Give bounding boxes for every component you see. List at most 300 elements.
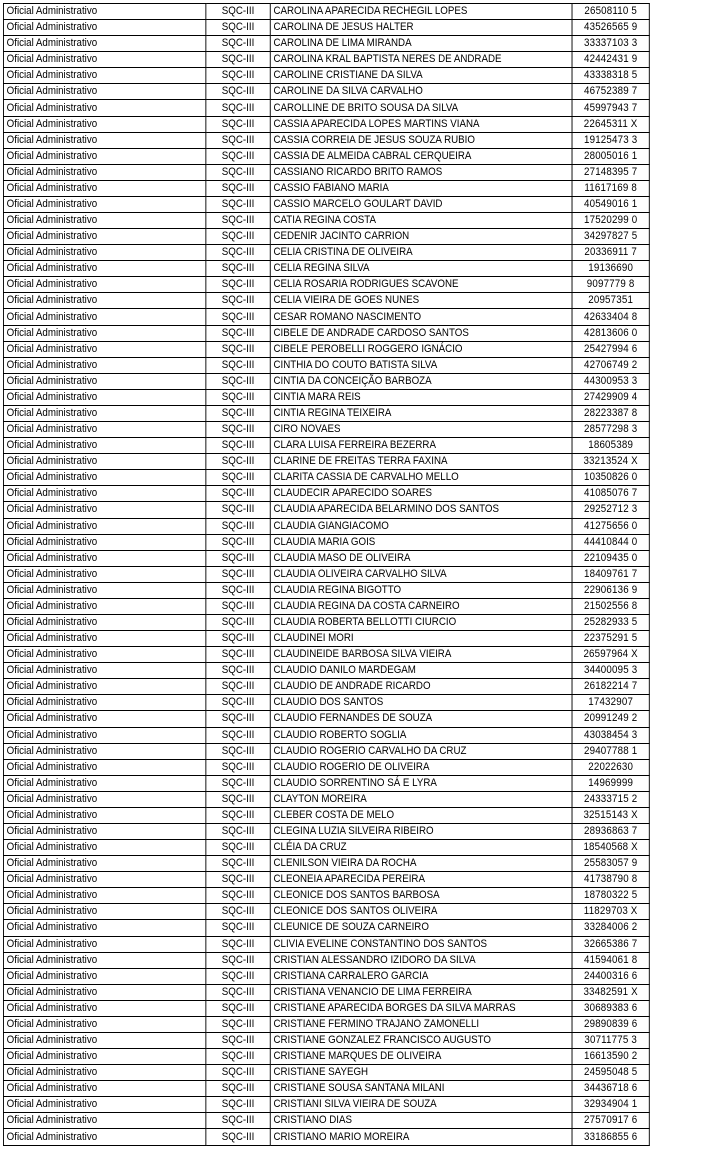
table-row <box>3 647 649 663</box>
id-number-cell: 22109435 0 <box>572 550 649 566</box>
name-cell: CLARITA CASSIA DE CARVALHO MELLO <box>270 470 572 486</box>
id-number-cell: 32515143 X <box>572 807 649 823</box>
level-cell: SQC-III <box>206 888 270 904</box>
table-row <box>3 84 649 100</box>
name-cell: CINTHIA DO COUTO BATISTA SILVA <box>270 357 572 373</box>
name-cell: CLEONICE DOS SANTOS BARBOSA <box>270 888 572 904</box>
level-cell: SQC-III <box>206 4 270 20</box>
name-cell: CLAYTON MOREIRA <box>270 791 572 807</box>
id-number-cell: 26182214 7 <box>572 679 649 695</box>
name-cell: CATIA REGINA COSTA <box>270 213 572 229</box>
level-cell: SQC-III <box>206 631 270 647</box>
id-number-cell: 10350826 0 <box>572 470 649 486</box>
role-cell: Oficial Administrativo <box>3 598 205 614</box>
table-row <box>3 454 649 470</box>
id-number-cell: 9097779 8 <box>572 277 649 293</box>
name-cell: CRISTIAN ALESSANDRO IZIDORO DA SILVA <box>270 952 572 968</box>
table-row <box>3 4 649 20</box>
level-cell: SQC-III <box>206 598 270 614</box>
name-cell: CLAUDIO DOS SANTOS <box>270 695 572 711</box>
role-cell: Oficial Administrativo <box>3 1049 205 1065</box>
name-cell: CLAUDIO DANILO MARDEGAM <box>270 663 572 679</box>
table-row <box>3 52 649 68</box>
level-cell: SQC-III <box>206 325 270 341</box>
name-cell: CRISTIANA CARRALERO GARCIA <box>270 968 572 984</box>
id-number-cell: 29407788 1 <box>572 743 649 759</box>
role-cell: Oficial Administrativo <box>3 245 205 261</box>
role-cell: Oficial Administrativo <box>3 502 205 518</box>
role-cell: Oficial Administrativo <box>3 695 205 711</box>
id-number-cell: 45997943 7 <box>572 100 649 116</box>
name-cell: CLIVIA EVELINE CONSTANTINO DOS SANTOS <box>270 936 572 952</box>
id-number-cell: 20991249 2 <box>572 711 649 727</box>
table-row <box>3 856 649 872</box>
level-cell: SQC-III <box>206 984 270 1000</box>
table-row <box>3 936 649 952</box>
id-number-cell: 24595048 5 <box>572 1065 649 1081</box>
id-number-cell: 41275656 0 <box>572 518 649 534</box>
name-cell: CEDENIR JACINTO CARRION <box>270 229 572 245</box>
level-cell: SQC-III <box>206 727 270 743</box>
name-cell: CASSIA APARECIDA LOPES MARTINS VIANA <box>270 116 572 132</box>
id-number-cell: 42706749 2 <box>572 357 649 373</box>
name-cell: CLEONICE DOS SANTOS OLIVEIRA <box>270 904 572 920</box>
table-row <box>3 277 649 293</box>
name-cell: CRISTIANE SAYEGH <box>270 1065 572 1081</box>
level-cell: SQC-III <box>206 872 270 888</box>
level-cell: SQC-III <box>206 550 270 566</box>
level-cell: SQC-III <box>206 373 270 389</box>
table-row <box>3 566 649 582</box>
role-cell: Oficial Administrativo <box>3 550 205 566</box>
role-cell: Oficial Administrativo <box>3 486 205 502</box>
id-number-cell: 22906136 9 <box>572 582 649 598</box>
name-cell: CLAUDIA MARIA GOIS <box>270 534 572 550</box>
table-row <box>3 486 649 502</box>
role-cell: Oficial Administrativo <box>3 759 205 775</box>
id-number-cell: 43338318 5 <box>572 68 649 84</box>
id-number-cell: 42813606 0 <box>572 325 649 341</box>
id-number-cell: 28936863 7 <box>572 823 649 839</box>
id-number-cell: 26508110 5 <box>572 4 649 20</box>
table-row <box>3 325 649 341</box>
role-cell: Oficial Administrativo <box>3 373 205 389</box>
level-cell: SQC-III <box>206 196 270 212</box>
level-cell: SQC-III <box>206 84 270 100</box>
level-cell: SQC-III <box>206 1129 270 1145</box>
id-number-cell: 42442431 9 <box>572 52 649 68</box>
id-number-cell: 26597964 X <box>572 647 649 663</box>
id-number-cell: 21502556 8 <box>572 598 649 614</box>
id-number-cell: 34400095 3 <box>572 663 649 679</box>
table-row <box>3 293 649 309</box>
role-cell: Oficial Administrativo <box>3 1065 205 1081</box>
id-number-cell: 19125473 3 <box>572 132 649 148</box>
role-cell: Oficial Administrativo <box>3 647 205 663</box>
level-cell: SQC-III <box>206 518 270 534</box>
level-cell: SQC-III <box>206 759 270 775</box>
table-row <box>3 663 649 679</box>
name-cell: CLAUDIA ROBERTA BELLOTTI CIURCIO <box>270 614 572 630</box>
id-number-cell: 28577298 3 <box>572 422 649 438</box>
id-number-cell: 44300953 3 <box>572 373 649 389</box>
level-cell: SQC-III <box>206 116 270 132</box>
role-cell: Oficial Administrativo <box>3 164 205 180</box>
id-number-cell: 25583057 9 <box>572 856 649 872</box>
role-cell: Oficial Administrativo <box>3 389 205 405</box>
name-cell: CLAUDINEI MORI <box>270 631 572 647</box>
table-row <box>3 180 649 196</box>
level-cell: SQC-III <box>206 100 270 116</box>
level-cell: SQC-III <box>206 1081 270 1097</box>
id-number-cell: 27148395 7 <box>572 164 649 180</box>
role-cell: Oficial Administrativo <box>3 470 205 486</box>
name-cell: CLAUDIO FERNANDES DE SOUZA <box>270 711 572 727</box>
id-number-cell: 29890839 6 <box>572 1016 649 1032</box>
name-cell: CIBELE DE ANDRADE CARDOSO SANTOS <box>270 325 572 341</box>
table-row <box>3 164 649 180</box>
id-number-cell: 28005016 1 <box>572 148 649 164</box>
name-cell: CAROLINE DA SILVA CARVALHO <box>270 84 572 100</box>
table-row <box>3 1065 649 1081</box>
name-cell: CELIA VIEIRA DE GOES NUNES <box>270 293 572 309</box>
level-cell: SQC-III <box>206 164 270 180</box>
role-cell: Oficial Administrativo <box>3 405 205 421</box>
level-cell: SQC-III <box>206 422 270 438</box>
table-row <box>3 614 649 630</box>
name-cell: CINTIA REGINA TEIXEIRA <box>270 405 572 421</box>
name-cell: CINTIA MARA REIS <box>270 389 572 405</box>
id-number-cell: 16613590 2 <box>572 1049 649 1065</box>
role-cell: Oficial Administrativo <box>3 1097 205 1113</box>
name-cell: CELIA CRISTINA DE OLIVEIRA <box>270 245 572 261</box>
level-cell: SQC-III <box>206 1049 270 1065</box>
table-row <box>3 984 649 1000</box>
table-row <box>3 679 649 695</box>
table-row <box>3 872 649 888</box>
table-row <box>3 373 649 389</box>
id-number-cell: 11617169 8 <box>572 180 649 196</box>
id-number-cell: 27570917 6 <box>572 1113 649 1129</box>
level-cell: SQC-III <box>206 454 270 470</box>
role-cell: Oficial Administrativo <box>3 68 205 84</box>
level-cell: SQC-III <box>206 1065 270 1081</box>
role-cell: Oficial Administrativo <box>3 727 205 743</box>
role-cell: Oficial Administrativo <box>3 904 205 920</box>
name-cell: CRISTIANE GONZALEZ FRANCISCO AUGUSTO <box>270 1033 572 1049</box>
role-cell: Oficial Administrativo <box>3 325 205 341</box>
table-row <box>3 791 649 807</box>
table-row <box>3 502 649 518</box>
role-cell: Oficial Administrativo <box>3 791 205 807</box>
id-number-cell: 18540568 X <box>572 840 649 856</box>
table-row <box>3 823 649 839</box>
name-cell: CRISTIANE MARQUES DE OLIVEIRA <box>270 1049 572 1065</box>
id-number-cell: 43526565 9 <box>572 20 649 36</box>
level-cell: SQC-III <box>206 213 270 229</box>
name-cell: CLEGINA LUZIA SILVEIRA RIBEIRO <box>270 823 572 839</box>
level-cell: SQC-III <box>206 679 270 695</box>
level-cell: SQC-III <box>206 968 270 984</box>
name-cell: CLEBER COSTA DE MELO <box>270 807 572 823</box>
name-cell: CRISTIANE SOUSA SANTANA MILANI <box>270 1081 572 1097</box>
role-cell: Oficial Administrativo <box>3 213 205 229</box>
role-cell: Oficial Administrativo <box>3 952 205 968</box>
level-cell: SQC-III <box>206 405 270 421</box>
level-cell: SQC-III <box>206 470 270 486</box>
level-cell: SQC-III <box>206 807 270 823</box>
name-cell: CESAR ROMANO NASCIMENTO <box>270 309 572 325</box>
role-cell: Oficial Administrativo <box>3 1000 205 1016</box>
table-row <box>3 438 649 454</box>
name-cell: CAROLINE CRISTIANE DA SILVA <box>270 68 572 84</box>
level-cell: SQC-III <box>206 775 270 791</box>
table-row <box>3 422 649 438</box>
id-number-cell: 34297827 5 <box>572 229 649 245</box>
role-cell: Oficial Administrativo <box>3 36 205 52</box>
level-cell: SQC-III <box>206 148 270 164</box>
role-cell: Oficial Administrativo <box>3 277 205 293</box>
table-row <box>3 807 649 823</box>
table-row <box>3 148 649 164</box>
level-cell: SQC-III <box>206 357 270 373</box>
level-cell: SQC-III <box>206 261 270 277</box>
level-cell: SQC-III <box>206 566 270 582</box>
table-row <box>3 1049 649 1065</box>
table-row <box>3 598 649 614</box>
id-number-cell: 24400316 6 <box>572 968 649 984</box>
name-cell: CIRO NOVAES <box>270 422 572 438</box>
id-number-cell: 33482591 X <box>572 984 649 1000</box>
id-number-cell: 27429909 4 <box>572 389 649 405</box>
name-cell: CASSIA CORREIA DE JESUS SOUZA RUBIO <box>270 132 572 148</box>
name-cell: CLARINE DE FREITAS TERRA FAXINA <box>270 454 572 470</box>
role-cell: Oficial Administrativo <box>3 100 205 116</box>
table-row <box>3 229 649 245</box>
roster-body <box>3 4 649 1146</box>
level-cell: SQC-III <box>206 389 270 405</box>
role-cell: Oficial Administrativo <box>3 968 205 984</box>
table-row <box>3 550 649 566</box>
name-cell: CLAUDIA APARECIDA BELARMINO DOS SANTOS <box>270 502 572 518</box>
table-row <box>3 357 649 373</box>
name-cell: CELIA ROSARIA RODRIGUES SCAVONE <box>270 277 572 293</box>
level-cell: SQC-III <box>206 502 270 518</box>
table-row <box>3 888 649 904</box>
table-row <box>3 631 649 647</box>
level-cell: SQC-III <box>206 904 270 920</box>
role-cell: Oficial Administrativo <box>3 984 205 1000</box>
staff-roster-table <box>3 3 650 1146</box>
table-row <box>3 213 649 229</box>
id-number-cell: 41085076 7 <box>572 486 649 502</box>
table-row <box>3 759 649 775</box>
id-number-cell: 25427994 6 <box>572 341 649 357</box>
id-number-cell: 44410844 0 <box>572 534 649 550</box>
name-cell: CAROLINA DE JESUS HALTER <box>270 20 572 36</box>
role-cell: Oficial Administrativo <box>3 936 205 952</box>
role-cell: Oficial Administrativo <box>3 518 205 534</box>
level-cell: SQC-III <box>206 936 270 952</box>
id-number-cell: 41594061 8 <box>572 952 649 968</box>
name-cell: CRISTIANO MARIO MOREIRA <box>270 1129 572 1145</box>
level-cell: SQC-III <box>206 534 270 550</box>
role-cell: Oficial Administrativo <box>3 293 205 309</box>
level-cell: SQC-III <box>206 1016 270 1032</box>
role-cell: Oficial Administrativo <box>3 663 205 679</box>
role-cell: Oficial Administrativo <box>3 582 205 598</box>
role-cell: Oficial Administrativo <box>3 1113 205 1129</box>
level-cell: SQC-III <box>206 614 270 630</box>
level-cell: SQC-III <box>206 856 270 872</box>
level-cell: SQC-III <box>206 309 270 325</box>
role-cell: Oficial Administrativo <box>3 920 205 936</box>
table-row <box>3 132 649 148</box>
id-number-cell: 43038454 3 <box>572 727 649 743</box>
table-row <box>3 116 649 132</box>
level-cell: SQC-III <box>206 245 270 261</box>
name-cell: CRISTIANA VENANCIO DE LIMA FERREIRA <box>270 984 572 1000</box>
table-row <box>3 389 649 405</box>
role-cell: Oficial Administrativo <box>3 52 205 68</box>
id-number-cell: 17520299 0 <box>572 213 649 229</box>
table-row <box>3 952 649 968</box>
role-cell: Oficial Administrativo <box>3 180 205 196</box>
role-cell: Oficial Administrativo <box>3 454 205 470</box>
table-row <box>3 341 649 357</box>
level-cell: SQC-III <box>206 952 270 968</box>
name-cell: CAROLLINE DE BRITO SOUSA DA SILVA <box>270 100 572 116</box>
role-cell: Oficial Administrativo <box>3 116 205 132</box>
level-cell: SQC-III <box>206 36 270 52</box>
role-cell: Oficial Administrativo <box>3 148 205 164</box>
role-cell: Oficial Administrativo <box>3 1081 205 1097</box>
id-number-cell: 40549016 1 <box>572 196 649 212</box>
id-number-cell: 28223387 8 <box>572 405 649 421</box>
table-row <box>3 743 649 759</box>
table-row <box>3 68 649 84</box>
role-cell: Oficial Administrativo <box>3 20 205 36</box>
table-row <box>3 36 649 52</box>
name-cell: CLÉIA DA CRUZ <box>270 840 572 856</box>
name-cell: CLEUNICE DE SOUZA CARNEIRO <box>270 920 572 936</box>
role-cell: Oficial Administrativo <box>3 566 205 582</box>
role-cell: Oficial Administrativo <box>3 229 205 245</box>
id-number-cell: 42633404 8 <box>572 309 649 325</box>
level-cell: SQC-III <box>206 180 270 196</box>
name-cell: CLENILSON VIEIRA DA ROCHA <box>270 856 572 872</box>
table-row <box>3 775 649 791</box>
level-cell: SQC-III <box>206 52 270 68</box>
table-row <box>3 261 649 277</box>
id-number-cell: 34436718 6 <box>572 1081 649 1097</box>
id-number-cell: 46752389 7 <box>572 84 649 100</box>
level-cell: SQC-III <box>206 663 270 679</box>
table-row <box>3 20 649 36</box>
id-number-cell: 32934904 1 <box>572 1097 649 1113</box>
table-row <box>3 840 649 856</box>
id-number-cell: 14969999 <box>572 775 649 791</box>
role-cell: Oficial Administrativo <box>3 840 205 856</box>
name-cell: CLAUDIO ROGERIO DE OLIVEIRA <box>270 759 572 775</box>
name-cell: CLARA LUISA FERREIRA BEZERRA <box>270 438 572 454</box>
level-cell: SQC-III <box>206 277 270 293</box>
table-row <box>3 968 649 984</box>
table-row <box>3 727 649 743</box>
id-number-cell: 33284006 2 <box>572 920 649 936</box>
level-cell: SQC-III <box>206 695 270 711</box>
name-cell: CLAUDIA GIANGIACOMO <box>270 518 572 534</box>
name-cell: CLAUDIO ROBERTO SOGLIA <box>270 727 572 743</box>
name-cell: CAROLINA KRAL BAPTISTA NERES DE ANDRADE <box>270 52 572 68</box>
table-row <box>3 695 649 711</box>
id-number-cell: 19136690 <box>572 261 649 277</box>
role-cell: Oficial Administrativo <box>3 823 205 839</box>
name-cell: CELIA REGINA SILVA <box>270 261 572 277</box>
name-cell: CIBELE PEROBELLI ROGGERO IGNÁCIO <box>270 341 572 357</box>
role-cell: Oficial Administrativo <box>3 534 205 550</box>
level-cell: SQC-III <box>206 438 270 454</box>
level-cell: SQC-III <box>206 1000 270 1016</box>
role-cell: Oficial Administrativo <box>3 679 205 695</box>
role-cell: Oficial Administrativo <box>3 438 205 454</box>
id-number-cell: 30711775 3 <box>572 1033 649 1049</box>
role-cell: Oficial Administrativo <box>3 711 205 727</box>
level-cell: SQC-III <box>206 582 270 598</box>
id-number-cell: 33337103 3 <box>572 36 649 52</box>
id-number-cell: 18605389 <box>572 438 649 454</box>
id-number-cell: 22022630 <box>572 759 649 775</box>
role-cell: Oficial Administrativo <box>3 261 205 277</box>
name-cell: CRISTIANI SILVA VIEIRA DE SOUZA <box>270 1097 572 1113</box>
name-cell: CLAUDIA MASO DE OLIVEIRA <box>270 550 572 566</box>
name-cell: CRISTIANE APARECIDA BORGES DA SILVA MARRAS <box>270 1000 572 1016</box>
role-cell: Oficial Administrativo <box>3 1016 205 1032</box>
table-row <box>3 518 649 534</box>
level-cell: SQC-III <box>206 293 270 309</box>
id-number-cell: 25282933 5 <box>572 614 649 630</box>
table-row <box>3 920 649 936</box>
role-cell: Oficial Administrativo <box>3 1033 205 1049</box>
name-cell: CLAUDIO DE ANDRADE RICARDO <box>270 679 572 695</box>
name-cell: CLAUDIO ROGERIO CARVALHO DA CRUZ <box>270 743 572 759</box>
table-row <box>3 470 649 486</box>
name-cell: CLEONEIA APARECIDA PEREIRA <box>270 872 572 888</box>
name-cell: CRISTIANE FERMINO TRAJANO ZAMONELLI <box>270 1016 572 1032</box>
table-row <box>3 1129 649 1145</box>
name-cell: CAROLINA DE LIMA MIRANDA <box>270 36 572 52</box>
table-row <box>3 196 649 212</box>
table-row <box>3 309 649 325</box>
role-cell: Oficial Administrativo <box>3 631 205 647</box>
role-cell: Oficial Administrativo <box>3 775 205 791</box>
name-cell: CLAUDECIR APARECIDO SOARES <box>270 486 572 502</box>
table-row <box>3 582 649 598</box>
table-row <box>3 534 649 550</box>
id-number-cell: 11829703 X <box>572 904 649 920</box>
level-cell: SQC-III <box>206 341 270 357</box>
id-number-cell: 24333715 2 <box>572 791 649 807</box>
level-cell: SQC-III <box>206 229 270 245</box>
table-row <box>3 1016 649 1032</box>
table-row <box>3 711 649 727</box>
role-cell: Oficial Administrativo <box>3 743 205 759</box>
level-cell: SQC-III <box>206 840 270 856</box>
level-cell: SQC-III <box>206 1113 270 1129</box>
id-number-cell: 41738790 8 <box>572 872 649 888</box>
role-cell: Oficial Administrativo <box>3 357 205 373</box>
id-number-cell: 20336911 7 <box>572 245 649 261</box>
